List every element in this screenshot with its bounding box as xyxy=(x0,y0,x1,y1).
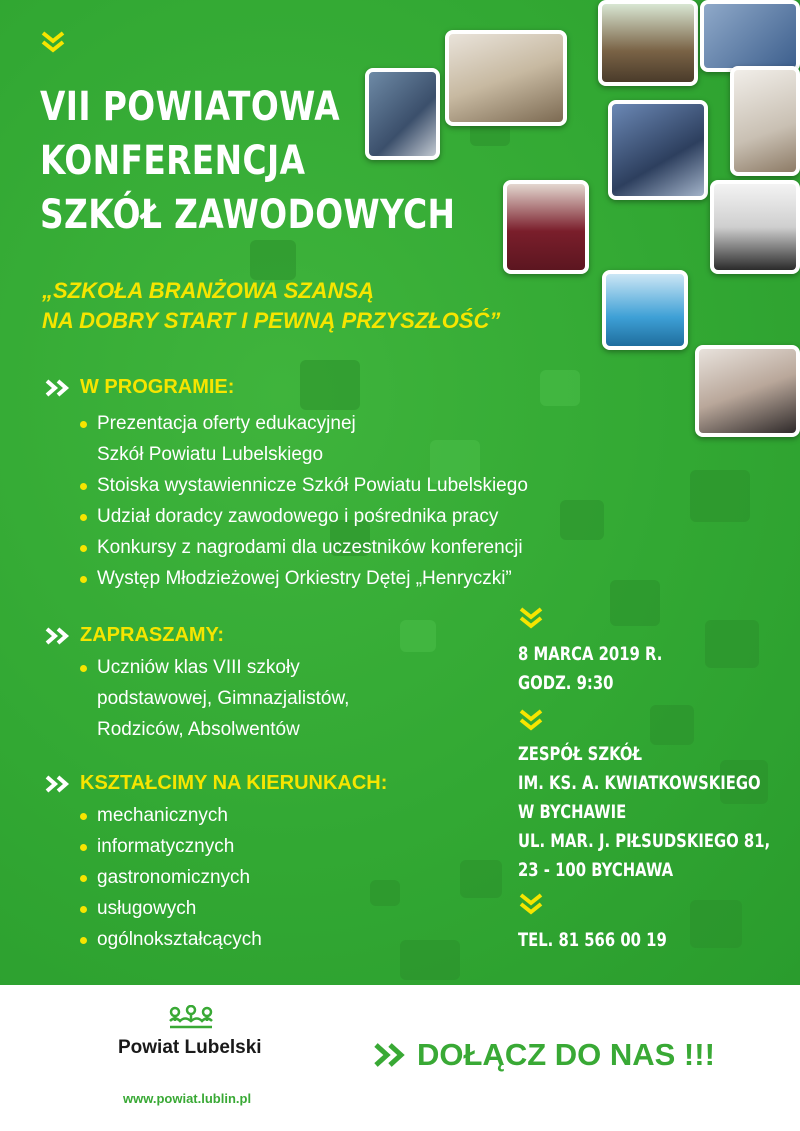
section-heading-text: ZAPRASZAMY: xyxy=(80,624,225,646)
venue-line: 23 - 100 BYCHAWA xyxy=(518,859,674,881)
double-chevron-down-icon xyxy=(518,606,544,630)
join-us-cta xyxy=(373,1037,715,1073)
list-item xyxy=(80,563,528,594)
photo-piece-blue xyxy=(700,0,800,72)
list-item xyxy=(80,408,528,470)
double-chevron-down-icon xyxy=(518,708,544,732)
event-venue xyxy=(518,740,770,885)
org-name: Powiat Lubelski xyxy=(118,1037,262,1058)
venue-line: UL. MAR. J. PIŁSUDSKIEGO 81, xyxy=(518,830,771,852)
org-website-link[interactable]: www.powiat.lublin.pl xyxy=(123,1091,252,1106)
section-heading-text: W PROGRAMIE: xyxy=(80,376,235,398)
event-date: 8 MARCA 2019 R. xyxy=(518,643,663,665)
title-line: VII POWIATOWA xyxy=(40,84,341,130)
bullet-dot xyxy=(80,576,87,583)
conference-title xyxy=(40,80,455,242)
bg-puzzle-piece xyxy=(370,880,400,906)
bullet-dot xyxy=(80,937,87,944)
bullet-dot xyxy=(80,875,87,882)
bg-puzzle-piece xyxy=(400,620,436,652)
slogan-line: „SZKOŁA BRANŻOWA SZANSĄ xyxy=(42,278,375,303)
list-item xyxy=(80,470,528,501)
bg-puzzle-piece xyxy=(650,705,694,745)
list-item xyxy=(80,893,262,924)
list-item-line: ogólnokształcących xyxy=(97,929,262,950)
program-list xyxy=(80,408,528,594)
bullet-dot xyxy=(80,813,87,820)
bg-puzzle-piece xyxy=(560,500,604,540)
footer xyxy=(0,985,800,1131)
fields-heading xyxy=(44,772,387,795)
bullet-dot xyxy=(80,483,87,490)
bullet-dot xyxy=(80,906,87,913)
list-item-line: Stoiska wystawiennicze Szkół Powiatu Lubelskiego xyxy=(97,475,528,496)
double-arrow-right-icon xyxy=(373,1042,407,1068)
list-item xyxy=(80,924,262,955)
crown-logo-icon xyxy=(166,1005,216,1033)
bullet-dot xyxy=(80,545,87,552)
photo-piece-horses xyxy=(598,0,698,86)
photo-piece-computer xyxy=(608,100,708,200)
title-line: KONFERENCJA xyxy=(40,138,306,184)
list-item-line: Szkół Powiatu Lubelskiego xyxy=(97,444,324,465)
bullet-dot xyxy=(80,421,87,428)
double-chevron-down-icon xyxy=(518,892,544,916)
invite-list xyxy=(80,652,349,745)
venue-line: ZESPÓŁ SZKÓŁ xyxy=(518,743,643,765)
cta-text: DOŁĄCZ DO NAS !!! xyxy=(417,1037,715,1072)
list-item-line: podstawowej, Gimnazjalistów, xyxy=(97,688,350,709)
bullet-dot xyxy=(80,844,87,851)
double-chevron-down-icon xyxy=(40,30,66,54)
event-datetime xyxy=(518,640,662,698)
event-time: GODZ. 9:30 xyxy=(518,672,614,694)
title-line: SZKÓŁ ZAWODOWYCH xyxy=(40,192,456,238)
list-item-line: gastronomicznych xyxy=(97,867,251,888)
venue-line: IM. KS. A. KWIATKOWSKIEGO xyxy=(518,772,761,794)
photo-piece-group xyxy=(710,180,800,274)
double-arrow-right-icon xyxy=(44,627,72,645)
photo-piece-pool xyxy=(602,270,688,350)
fields-list xyxy=(80,800,262,955)
list-item-line: Udział doradcy zawodowego i pośrednika pracy xyxy=(97,506,499,527)
bullet-dot xyxy=(80,665,87,672)
bg-puzzle-piece xyxy=(400,940,460,980)
photo-piece-exhibition xyxy=(445,30,567,126)
list-item xyxy=(80,652,349,745)
list-item-line: Występ Młodzieżowej Orkiestry Dętej „Henryczki” xyxy=(97,568,512,589)
list-item xyxy=(80,532,528,563)
photo-piece-waiters xyxy=(503,180,589,274)
list-item xyxy=(80,831,262,862)
photo-piece-serving xyxy=(695,345,800,437)
venue-line: W BYCHAWIE xyxy=(518,801,627,823)
bullet-dot xyxy=(80,514,87,521)
list-item-line: mechanicznych xyxy=(97,805,228,826)
list-item-line: Rodziców, Absolwentów xyxy=(97,719,300,740)
bg-puzzle-piece xyxy=(300,360,360,410)
list-item-line: Uczniów klas VIII szkoły xyxy=(97,657,300,678)
list-item xyxy=(80,501,528,532)
list-item xyxy=(80,800,262,831)
invite-heading xyxy=(44,624,224,647)
slogan-line: NA DOBRY START I PEWNĄ PRZYSZŁOŚĆ” xyxy=(42,308,501,333)
program-heading xyxy=(44,376,234,399)
double-arrow-right-icon xyxy=(44,775,72,793)
double-arrow-right-icon xyxy=(44,379,72,397)
list-item xyxy=(80,862,262,893)
bg-puzzle-piece xyxy=(250,240,296,280)
bg-puzzle-piece xyxy=(540,370,580,406)
bg-puzzle-piece xyxy=(690,470,750,522)
slogan xyxy=(42,276,500,336)
event-phone: TEL. 81 566 00 19 xyxy=(518,929,667,951)
list-item-line: Konkursy z nagrodami dla uczestników konferencji xyxy=(97,537,523,558)
section-heading-text: KSZTAŁCIMY NA KIERUNKACH: xyxy=(80,772,388,794)
bg-puzzle-piece xyxy=(705,620,759,668)
list-item-line: Prezentacja oferty edukacyjnej xyxy=(97,413,356,434)
photo-piece-chef xyxy=(730,66,800,176)
list-item-line: informatycznych xyxy=(97,836,235,857)
bg-puzzle-piece xyxy=(690,900,742,948)
bg-puzzle-piece xyxy=(610,580,660,626)
list-item-line: usługowych xyxy=(97,898,197,919)
bg-puzzle-piece xyxy=(460,860,502,898)
